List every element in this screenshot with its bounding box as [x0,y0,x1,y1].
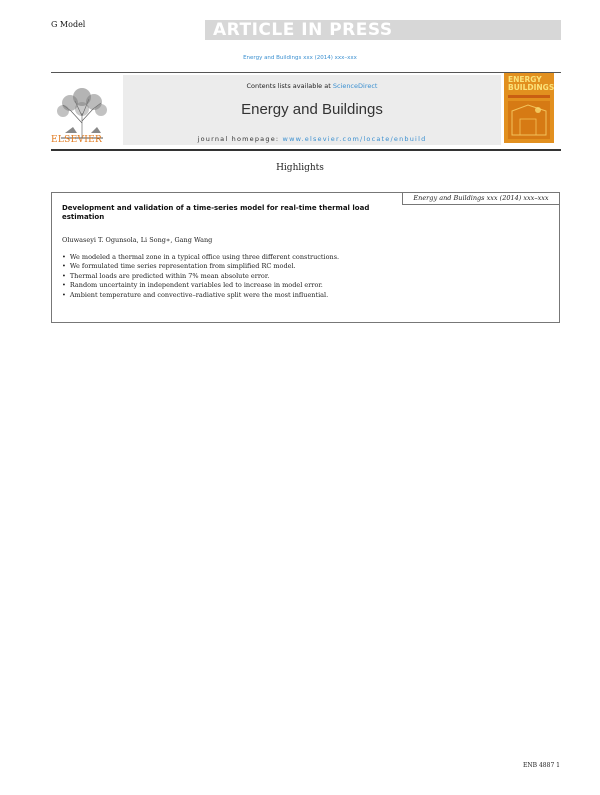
journal-cover-image [504,73,554,143]
contents-lists-line [123,82,501,90]
bullet-icon: • [62,262,66,271]
article-authors: Oluwaseyi T. Ogunsola, Li Song∗, Gang Wang [62,236,213,244]
cover-title-line1: ENERGY [508,75,542,84]
bullet-icon: • [62,253,66,261]
highlights-box [51,192,560,323]
highlight-text: We formulated time series representation from simplified RC model. [69,262,296,271]
bullet-icon: • [62,290,66,299]
highlight-text: Random uncertainty in independent variables led to increase in model error. [69,281,323,290]
article-in-press-text: ARTICLE IN PRESS [213,20,393,40]
homepage-url-link[interactable]: www.elsevier.com/locate/enbuild [282,135,427,143]
g-model-label: G Model [51,20,86,29]
highlights-citation: Energy and Buildings xxx (2014) xxx–xxx [402,192,560,205]
journal-masthead [123,75,501,145]
highlight-text: Ambient temperature and convective–radiative split were the most influential. [69,290,329,299]
highlights-list [62,253,339,300]
bullet-icon: • [62,271,66,280]
sciencedirect-link[interactable]: ScienceDirect [332,82,378,90]
list-item [62,291,339,300]
elsevier-wordmark: ELSEVIER [51,135,103,145]
journal-title: Energy and Buildings [241,101,383,118]
journal-homepage-line [123,135,501,143]
cover-subtitle-bar [508,95,550,98]
cover-title-line2: BUILDINGS [508,83,554,92]
highlights-heading: Highlights [276,163,324,173]
list-item [62,281,339,290]
list-item [62,272,339,281]
bullet-icon: • [62,281,66,290]
highlight-text: Thermal loads are predicted within 7% mean absolute error. [69,271,270,280]
cover-graphic-icon [508,101,550,139]
cover-title [508,76,554,92]
list-item [62,253,339,262]
manuscript-id: ENB 4887 1 [523,762,560,769]
article-in-press-banner [205,20,561,40]
contents-prefix: Contents lists available at [246,82,333,90]
article-title: Development and validation of a time-series model for real-time thermal load estimation [62,204,370,221]
list-item [62,262,339,271]
highlight-text: We modeled a thermal zone in a typical office using three different constructions. [69,253,340,261]
journal-header [51,72,561,151]
homepage-prefix: journal homepage: [197,135,283,143]
top-citation-link[interactable]: Energy and Buildings xxx (2014) xxx–xxx [243,55,357,61]
